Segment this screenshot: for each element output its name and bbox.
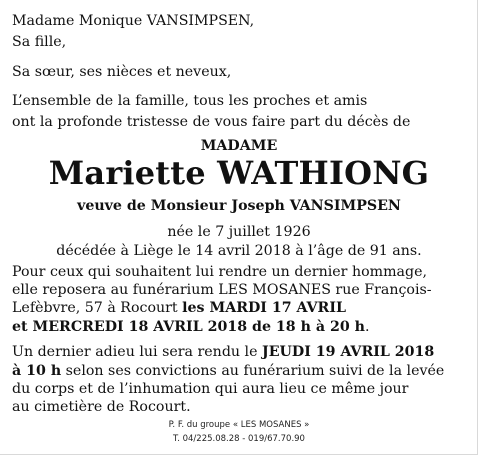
death-date: décédée à Liège le 14 avril 2018 à l’âge de 91 ans. xyxy=(56,243,422,259)
visitation-line-3 xyxy=(12,299,346,317)
visitation-end: . xyxy=(365,319,370,335)
visitation-address: Lefèbvre, 57 à Rocourt xyxy=(12,300,183,316)
funeral-home-phone: T. 04/225.08.28 - 019/67.70.90 xyxy=(173,434,305,444)
honorific: MADAME xyxy=(200,138,278,154)
intro-line-3: Sa sœur, ses nièces et neveux, xyxy=(12,64,232,80)
farewell-line-4: au cimetière de Rocourt. xyxy=(12,399,191,415)
intro-line-5: ont la profonde tristesse de vous faire part du décès de xyxy=(12,114,411,130)
farewell-details: selon ses convictions au funérarium suivi de la levée xyxy=(61,363,445,379)
birth-date: née le 7 juillet 1926 xyxy=(167,224,311,240)
funeral-home: P. F. du groupe « LES MOSANES » xyxy=(168,420,310,430)
visitation-line-1: Pour ceux qui souhaitent lui rendre un dernier hommage, xyxy=(12,264,427,280)
farewell-date: JEUDI 19 AVRIL 2018 xyxy=(262,344,435,360)
intro-line-1: Madame Monique VANSIMPSEN, xyxy=(12,13,255,29)
intro-line-2: Sa fille, xyxy=(12,34,67,50)
visitation-line-2: elle reposera au funérarium LES MOSANES rue François- xyxy=(12,282,432,298)
farewell-line-3: du corps et de l’inhumation qui aura lieu ce même jour xyxy=(12,381,409,397)
visitation-hours: et MERCREDI 18 AVRIL 2018 de 18 h à 20 h xyxy=(12,319,365,335)
farewell-intro: Un dernier adieu lui sera rendu le xyxy=(12,344,262,360)
visitation-dates: les MARDI 17 AVRIL xyxy=(182,300,346,316)
deceased-name: Mariette WATHIONG xyxy=(48,154,430,192)
intro-line-4: L’ensemble de la famille, tous les proches et amis xyxy=(12,93,368,109)
visitation-line-4 xyxy=(12,318,370,336)
farewell-line-1 xyxy=(12,343,434,361)
farewell-time: à 10 h xyxy=(12,363,62,379)
widow-of: veuve de Monsieur Joseph VANSIMPSEN xyxy=(77,198,401,214)
farewell-line-2 xyxy=(12,362,444,380)
